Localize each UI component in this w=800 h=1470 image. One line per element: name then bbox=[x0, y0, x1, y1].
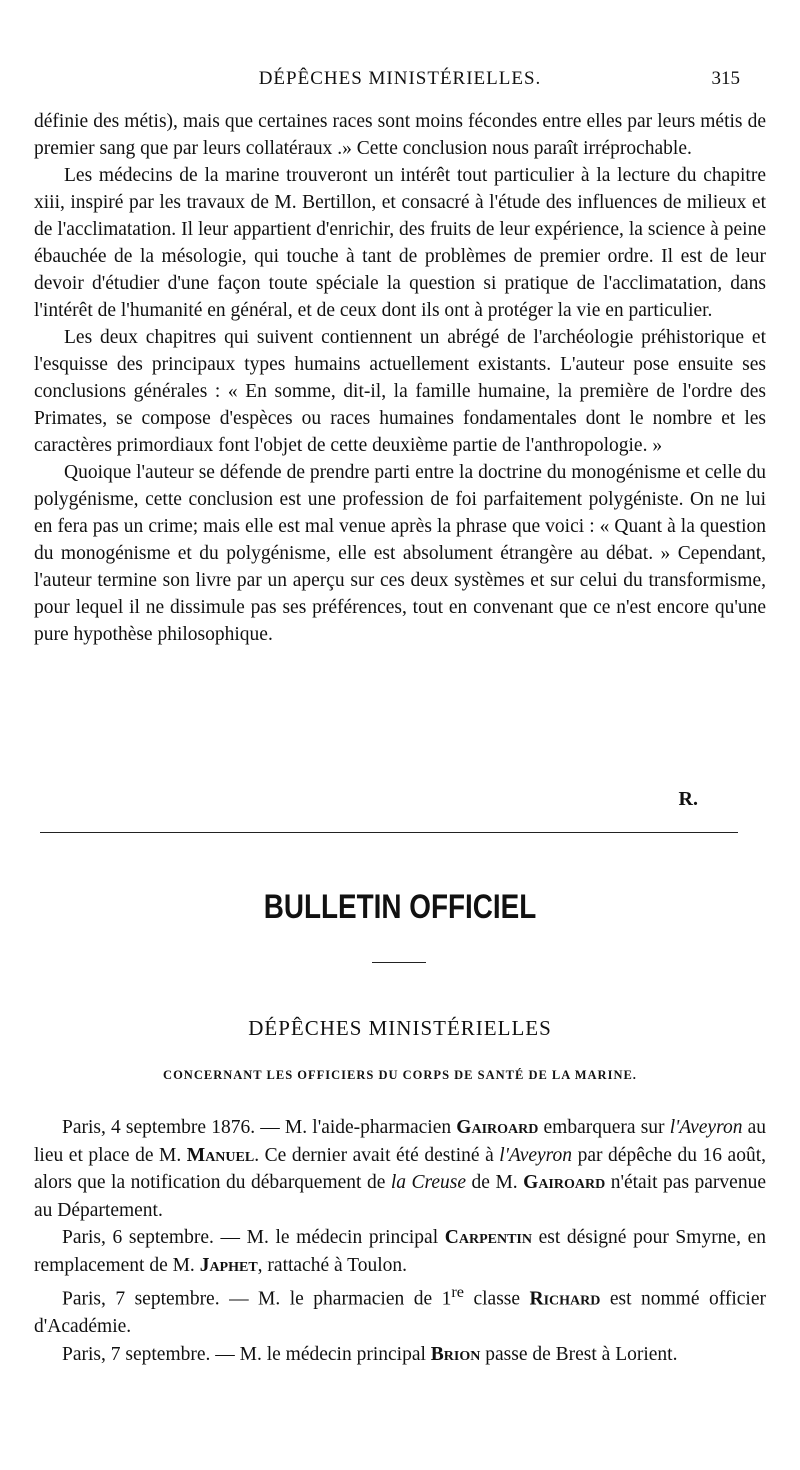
person-name: Richard bbox=[529, 1288, 601, 1310]
dispatch-text: n'était pas parvenue au Département. bbox=[34, 1172, 766, 1221]
dispatch-entry bbox=[34, 1114, 766, 1224]
ship-name: l'Aveyron bbox=[669, 1117, 743, 1138]
person-name: Carpentin bbox=[444, 1227, 532, 1248]
dispatch-text: passe de Brest à Lorient. bbox=[480, 1343, 678, 1365]
signature: R. bbox=[678, 788, 698, 810]
dispatch-text: Paris, 6 septembre. — M. le médecin principal bbox=[62, 1227, 445, 1248]
person-name: Manuel bbox=[186, 1144, 255, 1166]
person-name: Gairoard bbox=[456, 1117, 539, 1138]
running-head bbox=[0, 68, 800, 96]
page-number: 315 bbox=[711, 68, 740, 89]
dispatch-text: Paris, 4 septembre 1876. — M. l'aide-pharmacien bbox=[62, 1117, 457, 1138]
running-head-title: DÉPÊCHES MINISTÉRIELLES. bbox=[258, 68, 542, 89]
person-name: Japhet bbox=[199, 1254, 258, 1276]
paragraph: Les deux chapitres qui suivent contiennent un abrégé de l'archéologie préhistorique et l'esquisse des principaux types humains actuellement existants. L'auteur pose ensuite ses conclusions générales : « En somme, dit-il, la famille humaine, la première de l'ordre des Primates, se compose d'espèces ou races humaines fondamentales dont le nombre et les caractères primordiaux font l'objet de cette deuxième partie de l'anthropologie. » bbox=[34, 327, 766, 456]
dispatch-text: , rattaché à Toulon. bbox=[257, 1254, 408, 1276]
review-text bbox=[34, 108, 766, 648]
ordinal-suffix: re bbox=[451, 1283, 464, 1301]
title-rule bbox=[372, 962, 426, 963]
section-divider bbox=[40, 832, 738, 833]
bulletin-title: BULLETIN OFFICIEL bbox=[263, 888, 537, 926]
dispatch-text: . Ce dernier avait été destiné à bbox=[254, 1144, 500, 1166]
ship-name: la Creuse bbox=[390, 1172, 467, 1193]
ship-name: l'Aveyron bbox=[499, 1144, 573, 1166]
paragraph: définie des métis), mais que certaines races sont moins fécondes entre elles par leurs métis de premier sang que par leurs collatéraux .» Cette conclusion nous paraît irréprochable. bbox=[34, 111, 766, 159]
dispatch-text: Paris, 7 septembre. — M. le médecin principal bbox=[62, 1343, 431, 1365]
dispatch-text: embarquera sur bbox=[538, 1117, 670, 1138]
dispatch-text: classe bbox=[463, 1288, 530, 1310]
section-title: DÉPÊCHES MINISTÉRIELLES bbox=[248, 1016, 552, 1040]
dispatch-entry bbox=[34, 1279, 766, 1341]
paragraph: Quoique l'auteur se défende de prendre parti entre la doctrine du monogénisme et celle du polygénisme, cette conclusion est une profession de foi parfaitement polygéniste. On ne lui en fera pas un crime; mais elle est mal venue après la phrase que voici : « Quant à la question du monogénisme et du polygénisme, elle est absolument étrangère au débat. » Cependant, l'auteur termine son livre par un aperçu sur ces deux systèmes et sur celui du transformisme, pour lequel il ne dissimule pas ses préférences, tout en convenant que ce n'est encore qu'une pure hypothèse philosophique. bbox=[34, 462, 766, 645]
dispatch-list bbox=[34, 1114, 766, 1368]
dispatch-entry bbox=[34, 1341, 766, 1369]
dispatch-text: par dépêche du 16 août, alors que la notification du débarquement de bbox=[34, 1144, 766, 1193]
dispatch-text: de M. bbox=[466, 1172, 524, 1193]
section-subtitle: CONCERNANT LES OFFICIERS DU CORPS DE SANTÉ DE LA MARINE. bbox=[163, 1068, 637, 1082]
dispatch-entry bbox=[34, 1224, 766, 1279]
paragraph: Les médecins de la marine trouveront un intérêt tout particulier à la lecture du chapitre xiii, inspiré par les travaux de M. Bertillon, et consacré à l'étude des influences de milieux et de l'acclimatation. Il leur appartient d'enrichir, des fruits de leur expérience, la science à peine ébauchée de la mésologie, qui touche à tant de problèmes de premier ordre. Il est de leur devoir d'étudier d'une façon toute spéciale la question si pratique de l'acclimatation, dans l'intérêt de l'humanité en général, et de ceux dont ils ont à protéger la vie en particulier. bbox=[34, 165, 766, 321]
dispatch-text: est nommé officier d'Académie. bbox=[34, 1288, 767, 1337]
dispatch-text: est désigné pour Smyrne, en remplacement de M. bbox=[34, 1227, 766, 1276]
dispatch-text: au lieu et place de M. bbox=[34, 1117, 767, 1166]
dispatch-text: Paris, 7 septembre. — M. le pharmacien de 1 bbox=[62, 1288, 452, 1310]
person-name: Gairoard bbox=[523, 1172, 606, 1193]
person-name: Brion bbox=[430, 1343, 481, 1365]
